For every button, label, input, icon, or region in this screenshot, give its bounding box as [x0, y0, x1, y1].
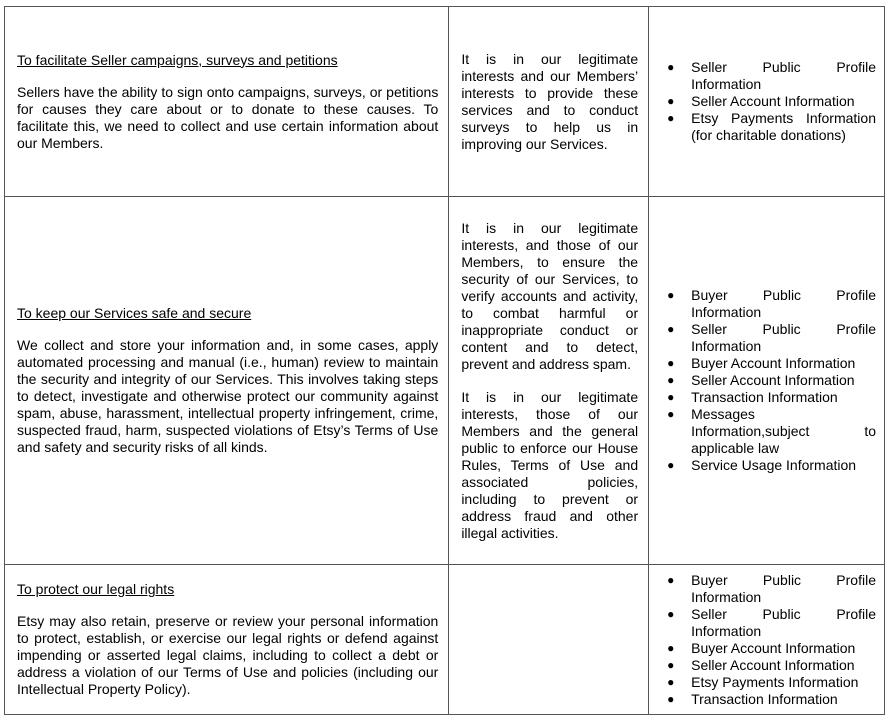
purpose-description: Etsy may also retain, preserve or review your personal information to protect, establish, or exercise our legal rights or defend against impending or asserted legal claims, including to collect a debt or address a violation of our Terms of Use and policies (including our Intellectual Property Policy).: [17, 613, 439, 697]
list-item: ● Seller Account Information: [667, 657, 876, 674]
list-item: ● Seller Public Profile Information: [667, 606, 876, 640]
purpose-cell: [5, 197, 449, 565]
purpose-heading: To keep our Services safe and secure: [17, 305, 252, 321]
list-item: ● Seller Public Profile Information: [667, 59, 876, 93]
purpose-heading: To facilitate Seller campaigns, surveys and petitions: [17, 51, 338, 68]
list-item: ● Seller Account Information: [667, 372, 876, 389]
table-row: [5, 7, 885, 197]
data-categories-list: [667, 59, 876, 144]
purpose-cell: [5, 565, 449, 715]
list-item: ● Buyer Account Information: [667, 355, 876, 372]
data-categories-list: [667, 287, 876, 474]
list-item: ● Service Usage Information: [667, 457, 876, 474]
list-item: ● Buyer Public Profile Information: [667, 572, 876, 606]
legal-basis-text: It is in our legitimate interests, and those of our Members, to ensure the security of our Services, to verify accounts and activity, to combat harmful or inappropriate conduct or content and to detect, prevent and address spam.: [461, 219, 639, 372]
data-categories-cell: [649, 197, 885, 565]
legal-basis-cell: [449, 565, 649, 715]
data-categories-cell: [649, 565, 885, 715]
list-item: ● Seller Account Information: [667, 93, 876, 110]
list-item: ● Transaction Information: [667, 691, 876, 708]
legal-basis-cell: [449, 7, 649, 197]
data-processing-table: [4, 6, 885, 715]
table-row: [5, 197, 885, 565]
legal-basis-text: It is in our legitimate interests, those of our Members and the general public to enforce our House Rules, Terms of Use and associated policies, including to prevent or address fraud and other illegal activities.: [461, 388, 639, 541]
list-item: ● Etsy Payments Information (for charitable donations): [667, 110, 876, 144]
purpose-description: We collect and store your information and, in some cases, apply automated processing and manual (i.e., human) review to maintain the security and integrity of our Services. This involves taking steps to detect, investigate and otherwise protect our community against spam, abuse, harassment, intellectual property infringement, crime, suspected fraud, harm, suspected violations of Etsy’s Terms of Use and safety and security risks of all kinds.: [17, 337, 439, 455]
purpose-heading: To protect our legal rights: [17, 581, 175, 597]
purpose-description: Sellers have the ability to sign onto campaigns, surveys, or petitions for causes they care about or to donate to these causes. To facilitate this, we need to collect and use certain information about our Members.: [17, 83, 439, 151]
data-categories-list: [667, 572, 876, 708]
list-item: ● Seller Public Profile Information: [667, 321, 876, 355]
list-item: ● Transaction Information: [667, 389, 876, 406]
data-categories-cell: [649, 7, 885, 197]
list-item: ● Buyer Account Information: [667, 640, 876, 657]
list-item: ● Etsy Payments Information: [667, 674, 876, 691]
list-item: ● Messages Information,subject to applicable law: [667, 406, 876, 457]
table-row: [5, 565, 885, 715]
legal-basis-text: It is in our legitimate interests and our Members’ interests to provide these services and to conduct surveys to help us in improving our Services.: [461, 50, 639, 152]
purpose-cell: [5, 7, 449, 197]
list-item: ● Buyer Public Profile Information: [667, 287, 876, 321]
legal-basis-cell: [449, 197, 649, 565]
